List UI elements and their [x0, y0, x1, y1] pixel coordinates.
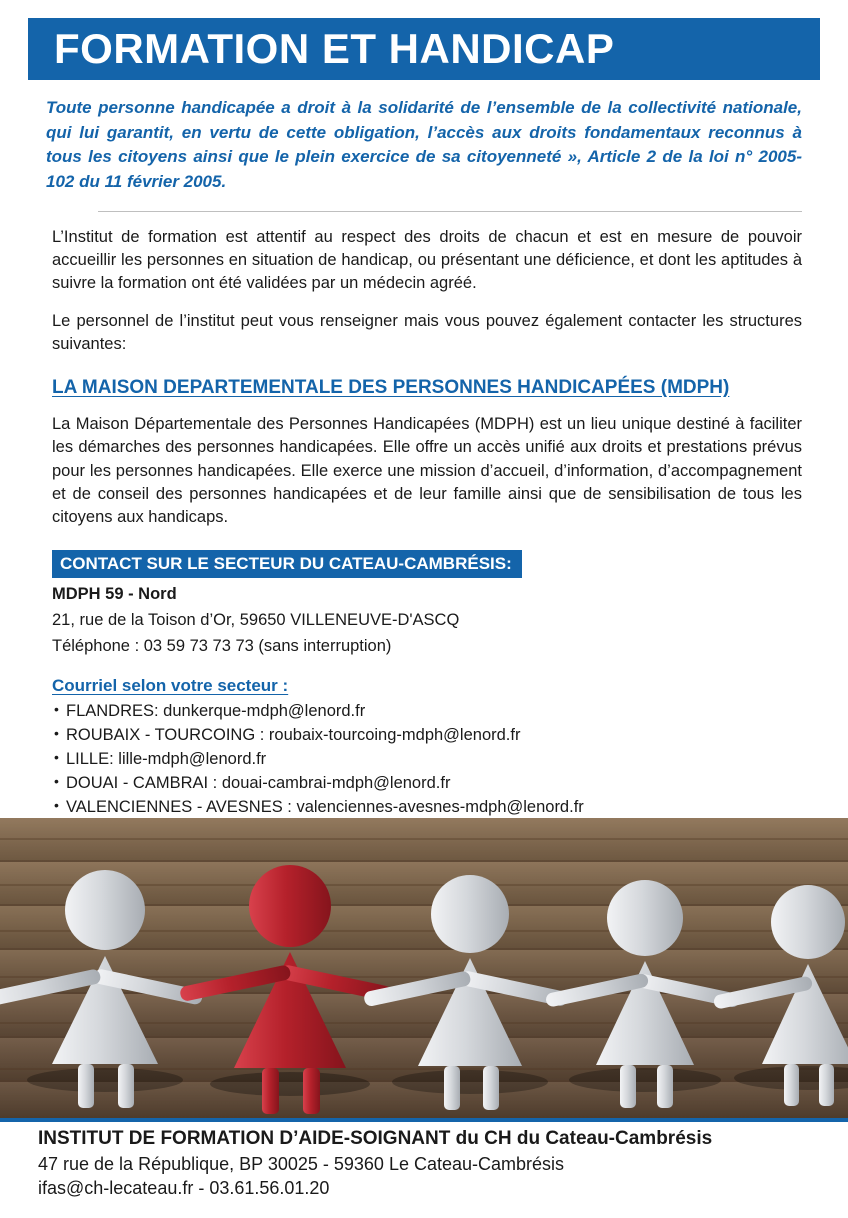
poster-page [0, 18, 848, 1218]
contact-phone: Téléphone : 03 59 73 73 73 (sans interruption) [52, 636, 392, 655]
email-section-title: Courriel selon votre secteur : [52, 676, 289, 696]
list-item: • LILLE: lille-mdph@lenord.fr [52, 748, 802, 772]
header-banner [28, 18, 820, 80]
contact-bar-label: CONTACT SUR LE SECTEUR DU CATEAU-CAMBRÉSIS: [52, 550, 522, 578]
footer-address: 47 rue de la République, BP 30025 - 59360 Le Cateau-Cambrésis [38, 1153, 565, 1174]
section-title-mdph: LA MAISON DEPARTEMENTALE DES PERSONNES HANDICAPÉES (MDPH) [52, 376, 730, 398]
footer-rule [0, 1118, 848, 1122]
footer-contact: ifas@ch-lecateau.fr - 03.61.56.01.20 [38, 1177, 330, 1198]
list-item: • ROUBAIX - TOURCOING : roubaix-tourcoing-mdph@lenord.fr [52, 724, 802, 748]
footer [38, 1126, 828, 1200]
contact-address: 21, rue de la Toison d’Or, 59650 VILLENEUVE-D'ASCQ [52, 610, 460, 629]
photo-wooden-figures [0, 818, 848, 1118]
page-title: FORMATION ET HANDICAP [54, 25, 615, 72]
list-item: • DOUAI - CAMBRAI : douai-cambrai-mdph@lenord.fr [52, 772, 802, 796]
paragraph-institute: L’Institut de formation est attentif au respect des droits de chacun et est en mesure de pouvoir accueillir les personnes en situation de handicap, ou présentant une déficience, et dont les aptitudes à suivre la formation ont été validées par un médecin agréé. [52, 227, 802, 293]
list-item: • VALENCIENNES - AVESNES : valenciennes-avesnes-mdph@lenord.fr [52, 796, 802, 820]
contact-org: MDPH 59 - Nord [52, 584, 177, 603]
body-content [52, 226, 802, 820]
paragraph-staff: Le personnel de l’institut peut vous renseigner mais vous pouvez également contacter les structures suivantes: [52, 311, 802, 354]
divider [98, 211, 802, 212]
list-item: • FLANDRES: dunkerque-mdph@lenord.fr [52, 700, 802, 724]
intro-quote: Toute personne handicapée a droit à la solidarité de l’ensemble de la collectivité nationale, qui lui garantit, en vertu de cette obligation, l’accès aux droits fondamentaux reconnus à tous les citoyens ainsi que le plein exercice de sa citoyenneté », Article 2 de la loi n° 2005-102 du 11 février 2005. [46, 98, 802, 191]
footer-institute-name: INSTITUT DE FORMATION D’AIDE-SOIGNANT du CH du Cateau-Cambrésis [38, 1128, 713, 1149]
email-list [52, 700, 802, 820]
paragraph-mdph-description: La Maison Départementale des Personnes Handicapées (MDPH) est un lieu unique destiné à faciliter les démarches des personnes handicapées. Elle offre un accès unifié aux droits et prestations prévus pour les personnes handicapées. Elle exerce une mission d’accueil, d’information, d’accompagnement et de conseil des personnes handicapées et de leur famille ainsi que de sensibilisation de tous les citoyens aux handicaps. [52, 414, 802, 527]
figures-graphic [0, 818, 848, 1118]
